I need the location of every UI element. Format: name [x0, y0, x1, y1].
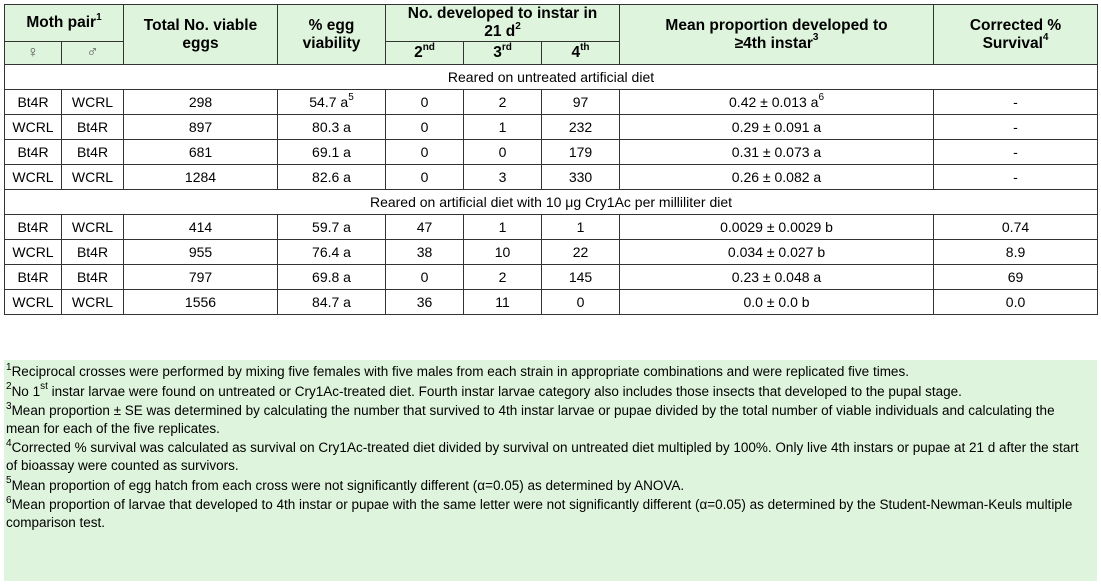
section-title: Reared on untreated artificial diet — [5, 65, 1098, 90]
female-symbol: ♀ — [5, 42, 62, 65]
header-row — [5, 5, 1098, 42]
viable-eggs-cell: 414 — [124, 215, 278, 240]
egg-viability-value: 54.7 a — [309, 94, 349, 110]
instar-2-header: 2nd — [386, 42, 464, 65]
footnote-1: $^1$Reciprocal crosses were performed by mixing five females with five males from each strain in appropriate combinations and were replicated five times. — [6, 361, 909, 379]
instar-2-cell: 0 — [386, 115, 464, 140]
male-cell: WCRL — [62, 165, 124, 190]
egg-viability-value: 80.3 a — [312, 119, 351, 135]
mean-proportion-header: Mean proportion developed to ≥4th instar$^3$ — [620, 5, 934, 65]
egg-viability-value: 76.4 a — [312, 244, 351, 260]
egg-viability-cell — [278, 115, 386, 140]
male-symbol: ♂ — [62, 42, 124, 65]
mean-proportion-value: 0.0029 ± 0.0029 b — [720, 219, 833, 235]
egg-viability-cell — [278, 290, 386, 315]
instar-3-cell: 1 — [464, 215, 542, 240]
instar-2-cell: 0 — [386, 265, 464, 290]
egg-viability-cell — [278, 240, 386, 265]
egg-viability-cell — [278, 215, 386, 240]
mean-proportion-cell — [620, 215, 934, 240]
corrected-survival-cell: - — [934, 140, 1098, 165]
instar-4-cell: 330 — [542, 165, 620, 190]
egg-viability-value: 84.7 a — [312, 294, 351, 310]
male-cell: WCRL — [62, 90, 124, 115]
corrected-survival-header: Corrected % Survival$^4$ — [934, 5, 1098, 65]
female-cell: Bt4R — [5, 90, 62, 115]
egg-viability-cell — [278, 165, 386, 190]
mean-proportion-value: 0.0 ± 0.0 b — [743, 294, 810, 310]
male-cell: Bt4R — [62, 240, 124, 265]
mean-proportion-cell — [620, 165, 934, 190]
table-row — [5, 290, 1098, 315]
instar-3-cell: 3 — [464, 165, 542, 190]
egg-viability-value: 69.1 a — [312, 144, 351, 160]
instar-4-cell: 97 — [542, 90, 620, 115]
viable-eggs-cell: 1556 — [124, 290, 278, 315]
corrected-survival-cell: 0.0 — [934, 290, 1098, 315]
instar-4-cell: 22 — [542, 240, 620, 265]
female-cell: Bt4R — [5, 215, 62, 240]
moth-pair-header: Moth pair$^1$ — [5, 5, 124, 42]
section-row — [5, 65, 1098, 90]
instar-2-cell: 0 — [386, 165, 464, 190]
footnote-3: $^3$Mean proportion ± SE was determined by calculating the number that survived to 4th instar larvae or pupae divided by the total number of viable individuals and calculating the mean for each of the five replicates. — [6, 400, 1055, 436]
egg-viability-value: 59.7 a — [312, 219, 351, 235]
table-row — [5, 140, 1098, 165]
instar-2-cell: 38 — [386, 240, 464, 265]
table-row — [5, 265, 1098, 290]
footnote-6: $^6$Mean proportion of larvae that developed to 4th instar or pupae with the same letter were not significantly different (α=0.05) as determined by the Student-Newman-Keuls multiple comparison test. — [6, 494, 1073, 530]
corrected-survival-cell: - — [934, 115, 1098, 140]
viable-eggs-cell: 681 — [124, 140, 278, 165]
footnotes — [4, 360, 1097, 581]
instar-2-cell: 0 — [386, 90, 464, 115]
table-body — [5, 65, 1098, 315]
female-cell: WCRL — [5, 290, 62, 315]
instar-3-cell: 2 — [464, 90, 542, 115]
egg-viability-cell — [278, 140, 386, 165]
instar-4-cell: 232 — [542, 115, 620, 140]
male-cell: WCRL — [62, 290, 124, 315]
mean-proportion-cell — [620, 265, 934, 290]
section-title: Reared on artificial diet with 10 μg Cry1Ac per milliliter diet — [5, 190, 1098, 215]
table-row — [5, 215, 1098, 240]
mean-proportion-cell — [620, 240, 934, 265]
viable-eggs-cell: 1284 — [124, 165, 278, 190]
female-cell: WCRL — [5, 240, 62, 265]
instar-3-cell: 2 — [464, 265, 542, 290]
table-row — [5, 90, 1098, 115]
instar-4-cell: 179 — [542, 140, 620, 165]
instar-2-cell: 0 — [386, 140, 464, 165]
instar-2-cell: 36 — [386, 290, 464, 315]
female-cell: Bt4R — [5, 265, 62, 290]
instar-3-header: 3rd — [464, 42, 542, 65]
total-viable-header: Total No. viable eggs — [124, 5, 278, 65]
mean-proportion-value: 0.034 ± 0.027 b — [727, 244, 826, 260]
female-cell: WCRL — [5, 115, 62, 140]
mean-proportion-cell — [620, 115, 934, 140]
footnote-4: $^4$Corrected % survival was calculated as survival on Cry1Ac-treated diet divided by survival on untreated diet multipled by 100%. Only live 4th instars or pupae at 21 d after the start of bioassay were counted as survivors. — [6, 437, 1079, 473]
egg-viability-value: 69.8 a — [312, 269, 351, 285]
male-cell: Bt4R — [62, 140, 124, 165]
viable-eggs-cell: 897 — [124, 115, 278, 140]
mean-proportion-value: 0.31 ± 0.073 a — [731, 144, 822, 160]
data-table-container — [4, 4, 1097, 315]
footnote-mark: 6 — [818, 92, 824, 104]
viable-eggs-cell: 298 — [124, 90, 278, 115]
table-row — [5, 165, 1098, 190]
moth-cross-table — [4, 4, 1098, 315]
footnote-mark: 5 — [348, 92, 354, 104]
instar-4-cell: 1 — [542, 215, 620, 240]
developed-header: No. developed to instar in 21 $d^2$ — [386, 5, 620, 42]
instar-2-cell: 47 — [386, 215, 464, 240]
corrected-survival-cell: - — [934, 90, 1098, 115]
viable-eggs-cell: 797 — [124, 265, 278, 290]
instar-4-header: 4th — [542, 42, 620, 65]
instar-3-cell: 0 — [464, 140, 542, 165]
corrected-survival-cell: - — [934, 165, 1098, 190]
corrected-survival-cell: 69 — [934, 265, 1098, 290]
table-row — [5, 240, 1098, 265]
male-cell: Bt4R — [62, 265, 124, 290]
corrected-survival-cell: 8.9 — [934, 240, 1098, 265]
egg-viability-header: % egg viability — [278, 5, 386, 65]
mean-proportion-cell — [620, 140, 934, 165]
mean-proportion-value: 0.23 ± 0.048 a — [731, 269, 822, 285]
egg-viability-cell — [278, 265, 386, 290]
egg-viability-cell — [278, 90, 386, 115]
instar-3-cell: 10 — [464, 240, 542, 265]
mean-proportion-value: 0.42 ± 0.013 a — [729, 94, 819, 110]
instar-3-cell: 11 — [464, 290, 542, 315]
instar-4-cell: 145 — [542, 265, 620, 290]
female-cell: Bt4R — [5, 140, 62, 165]
mean-proportion-cell — [620, 90, 934, 115]
instar-4-cell: 0 — [542, 290, 620, 315]
section-row — [5, 190, 1098, 215]
mean-proportion-cell — [620, 290, 934, 315]
footnote-2: $^2$No 1st instar larvae were found on untreated or Cry1Ac-treated diet. Fourth instar larvae category also includes those insects that developed to the pupal stage. — [6, 381, 962, 399]
egg-viability-value: 82.6 a — [312, 169, 351, 185]
table-row — [5, 115, 1098, 140]
viable-eggs-cell: 955 — [124, 240, 278, 265]
female-cell: WCRL — [5, 165, 62, 190]
footnote-5: $^5$Mean proportion of egg hatch from each cross were not significantly different (α=0.05) as determined by ANOVA. — [6, 475, 685, 493]
male-cell: WCRL — [62, 215, 124, 240]
male-cell: Bt4R — [62, 115, 124, 140]
corrected-survival-cell: 0.74 — [934, 215, 1098, 240]
mean-proportion-value: 0.26 ± 0.082 a — [731, 169, 822, 185]
instar-3-cell: 1 — [464, 115, 542, 140]
mean-proportion-value: 0.29 ± 0.091 a — [731, 119, 822, 135]
